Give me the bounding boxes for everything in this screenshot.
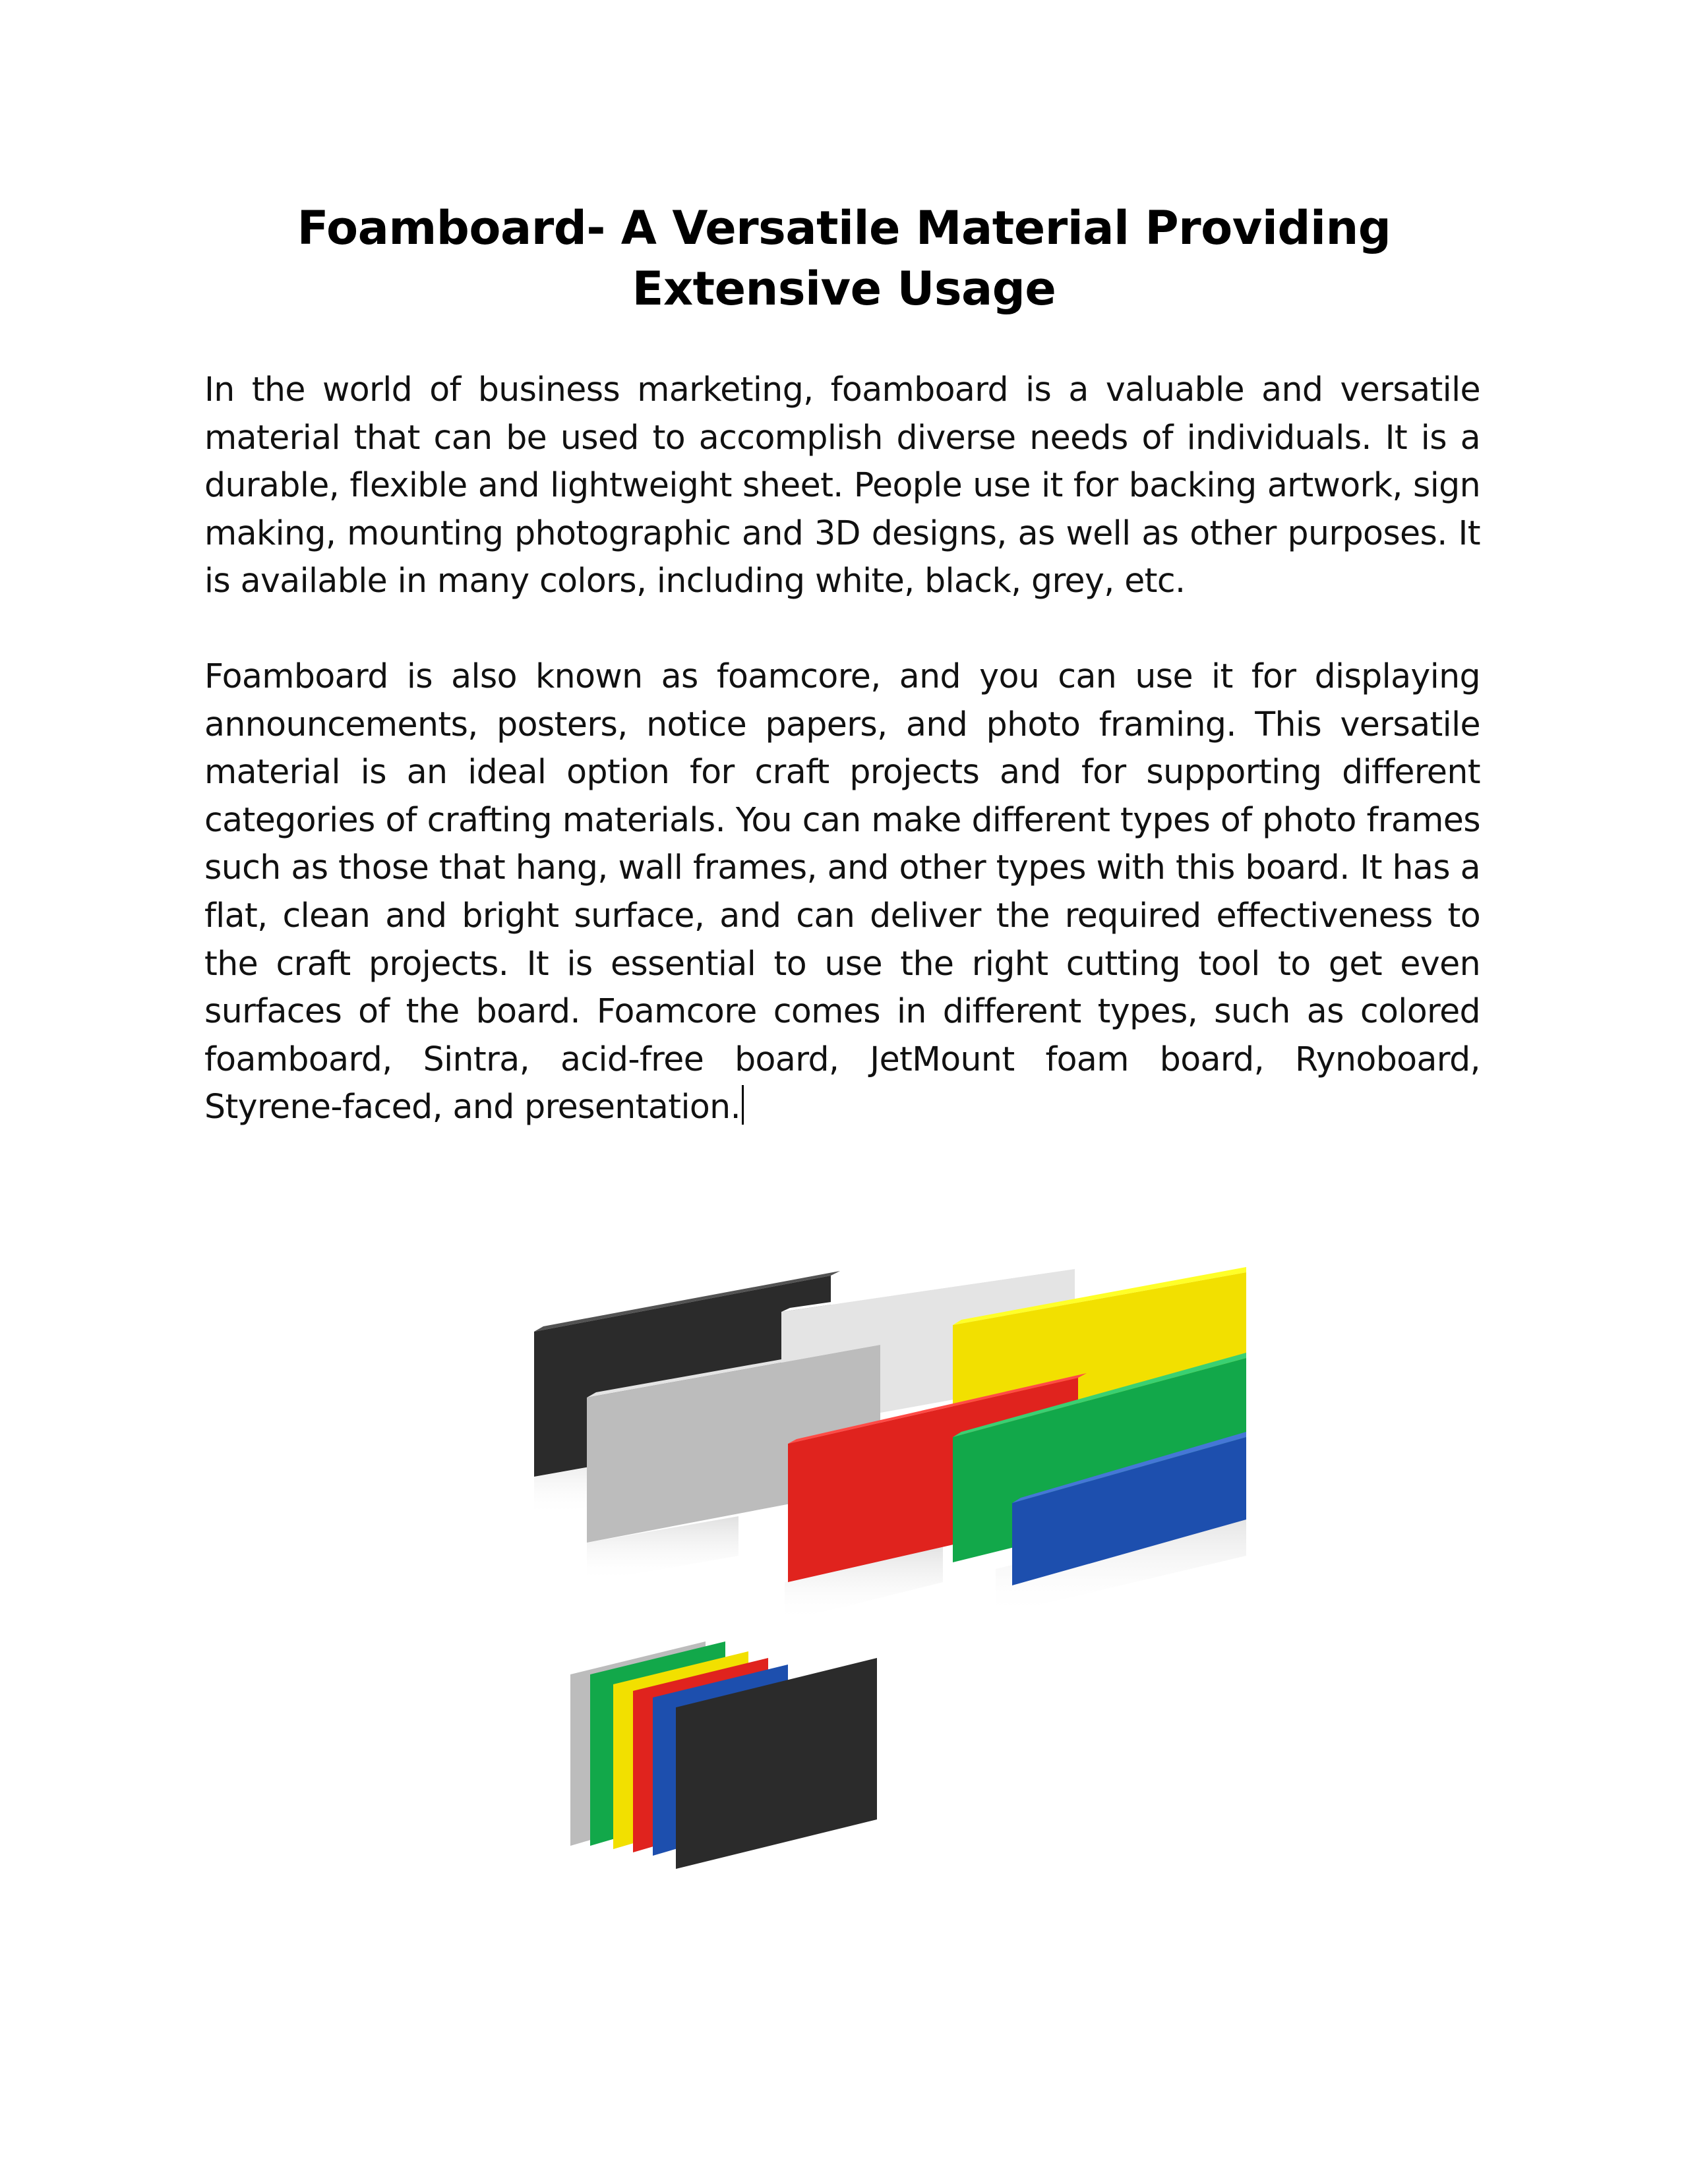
paragraph-2: [204, 653, 1480, 1131]
small-board-stack: [570, 1641, 877, 1869]
title-line-2: Extensive Usage: [632, 262, 1056, 316]
paragraph-1: In the world of business marketing, foamboard is a valuable and versatile material that can be used to accomplish diverse needs of individuals. It is a durable, flexible and lightweight sheet. People use it for backing artwork, sign making, mounting photographic and 3D designs, as well as other purposes. It is available in many colors, including white, black, grey, etc.: [204, 370, 1480, 601]
text-cursor: [742, 1085, 744, 1125]
paragraph-2-text: Foamboard is also known as foamcore, and you can use it for displaying announcements, posters, notice papers, and photo framing. This versatile material is an ideal option for craft projects and for supporting different categories of crafting materials. You can make different types of photo frames such as those that hang, wall frames, and other types with this board. It has a flat, clean and bright surface, and can deliver the required effectiveness to the craft projects. It is essential to use the right cutting tool to get even surfaces of the board. Foamcore comes in different types, such as colored foamboard, Sintra, acid-free board, JetMount foam board, Rynoboard, Styrene-faced, and presentation.: [204, 657, 1480, 1127]
foam-board-sheets-image: [521, 1213, 1246, 1885]
title-line-1: Foamboard- A Versatile Material Providing: [297, 201, 1391, 255]
document-title: [198, 198, 1490, 319]
